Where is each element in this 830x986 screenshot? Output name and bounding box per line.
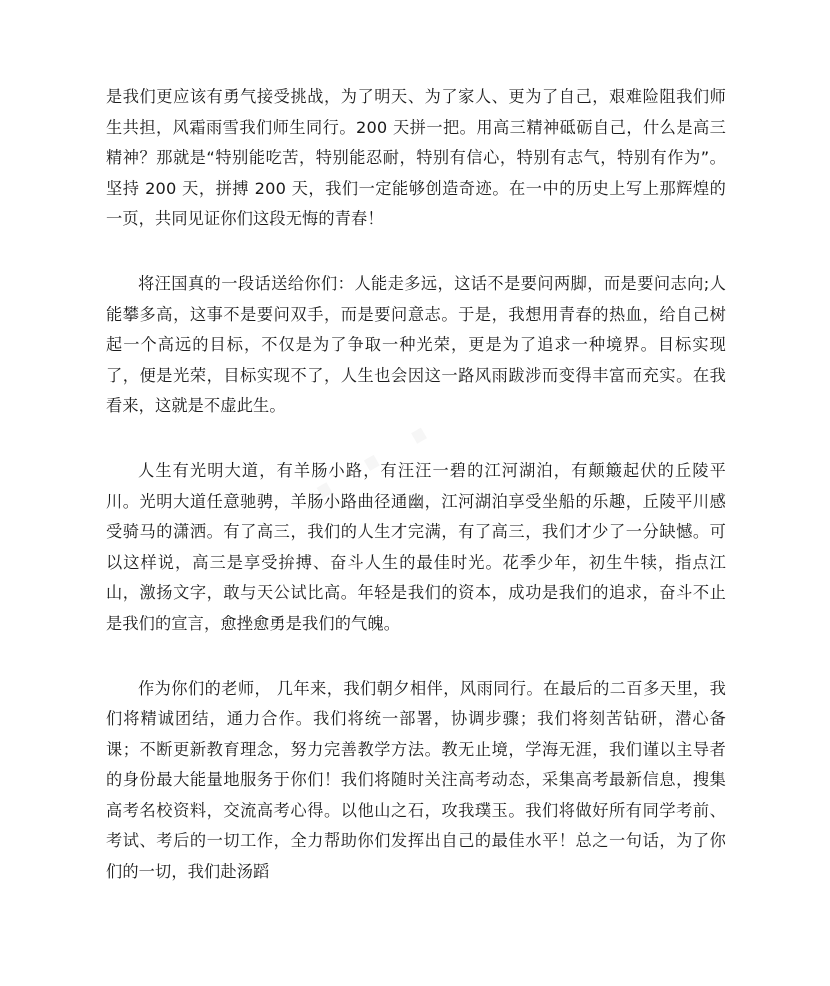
paragraph-1: 是我们更应该有勇气接受挑战，为了明天、为了家人、更为了自己，艰难险阻我们师生共担，风霜雨雪我们师生同行。200 天拼一把。用高三精神砥砺自己，什么是高三精神？那就是“特别能吃苦，特别能忍耐，特别有信心，特别有志气，特别有作为”。坚持 200 天，拼搏 200 天，我们一定能够创造奇迹。在一中的历史上写上那辉煌的一页，共同见证你们这段无悔的青春！ [106,87,726,229]
watermark-decoration: · · · [296,396,453,530]
document-body [106,82,726,922]
paragraph-4: 作为你们的老师， 几年来，我们朝夕相伴，风雨同行。在最后的二百多天里，我们将精诚团结，通力合作。我们将统一部署，协调步骤；我们将刻苦钻研，潜心备课；不断更新教育理念，努力完善教学方法。教无止境，学海无涯，我们谨以主导者的身份最大能量地服务于你们！我们将随时关注高考动态，采集高考最新信息，搜集高考名校资料，交流高考心得。以他山之石，攻我璞玉。我们将做好所有同学考前、考试、考后的一切工作，全力帮助你们发挥出自己的最佳水平！总之一句话，为了你们的一切，我们赴汤蹈 [106,678,726,882]
paragraph-2: 将汪国真的一段话送给你们：人能走多远，这话不是要问两脚，而是要问志向;人能攀多高，这事不是要问双手，而是要问意志。于是，我想用青春的热血，给自己树起一个高远的目标，不仅是为了争取一种光荣，更是为了追求一种境界。目标实现了，便是光荣，目标实现不了，人生也会因这一路风雨跋涉而变得丰富而充实。在我看来，这就是不虚此生。 [106,273,726,416]
paragraph-3: 人生有光明大道，有羊肠小路，有汪汪一碧的江河湖泊，有颠簸起伏的丘陵平川。光明大道任意驰骋，羊肠小路曲径通幽，江河湖泊享受坐船的乐趣，丘陵平川感受骑马的潇洒。有了高三，我们的人生才完满，有了高三，我们才少了一分缺憾。可以这样说，高三是享受拚搏、奋斗人生的最佳时光。花季少年，初生牛犊，指点江山，激扬文字，敢与天公试比高。年轻是我们的资本，成功是我们的追求，奋斗不止是我们的宣言，愈挫愈勇是我们的气魄。 [106,460,726,633]
